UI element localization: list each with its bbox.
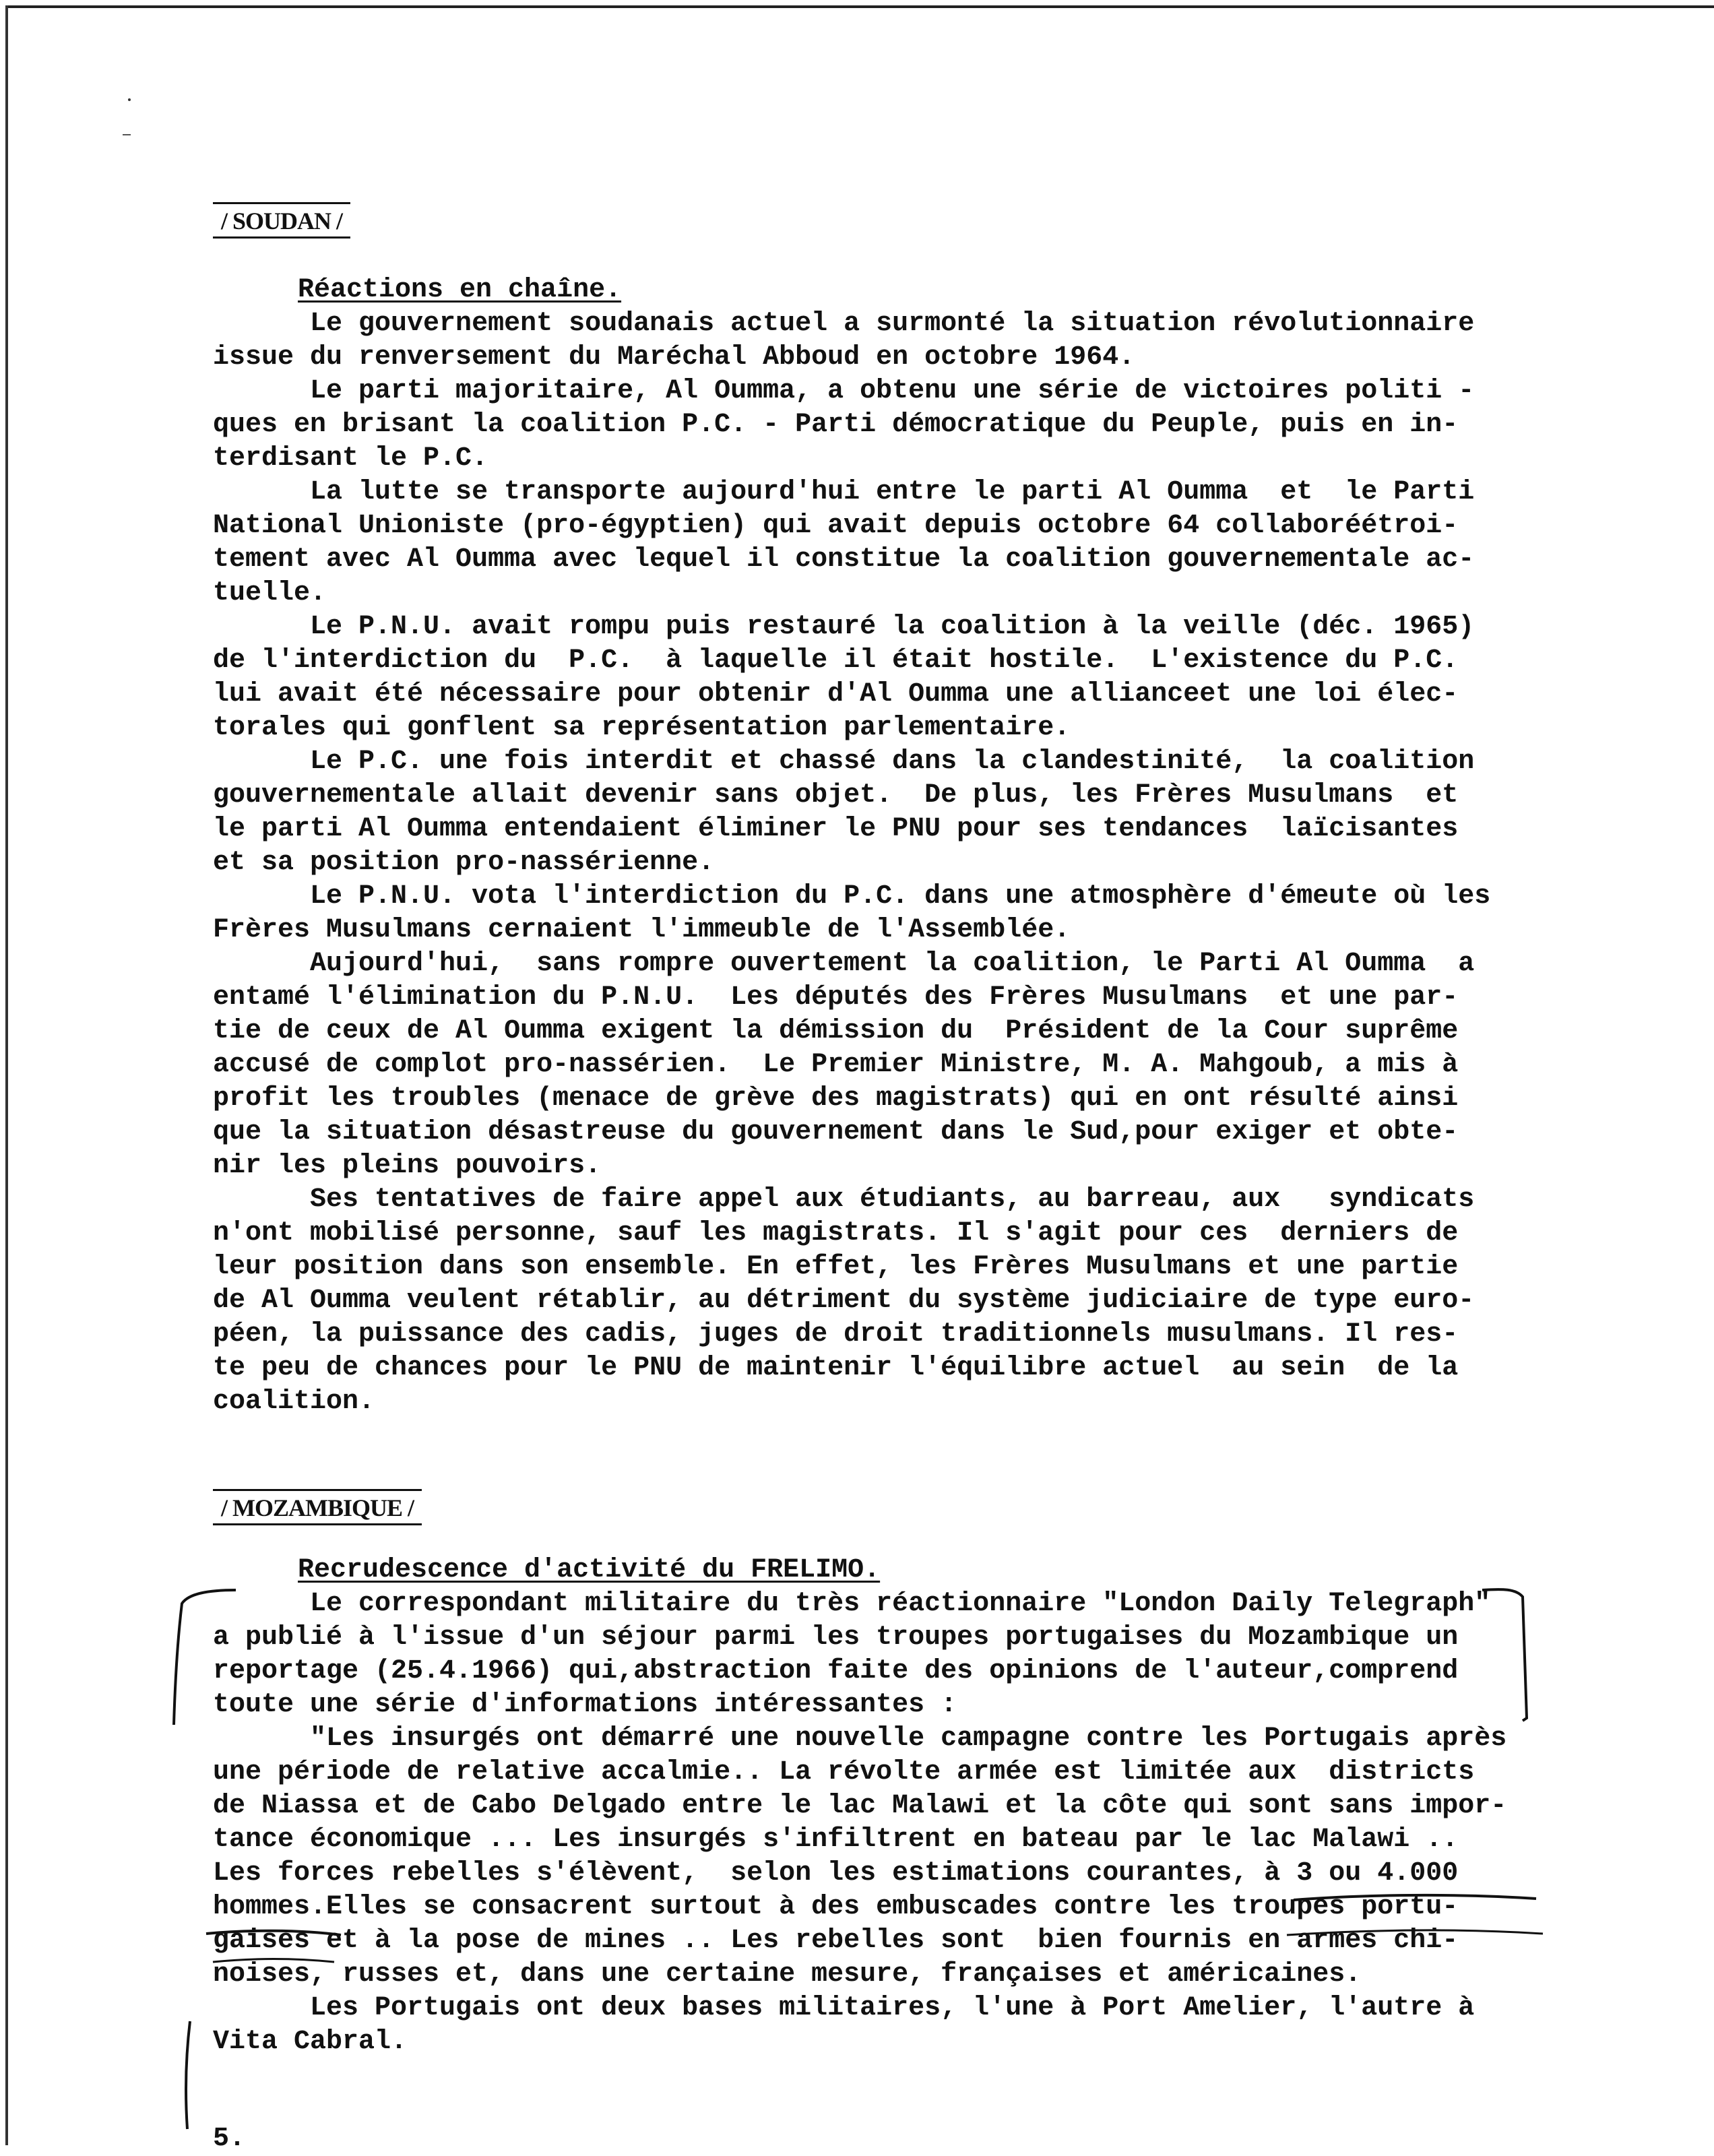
body-text-line: tance économique ... Les insurgés s'infiltrent en bateau par le lac Malawi .. xyxy=(213,1825,1459,1855)
body-text-line: entamé l'élimination du P.N.U. Les députés des Frères Musulmans et une par- xyxy=(213,982,1459,1013)
body-text-line: gaises et à la pose de mines .. Les rebelles sont bien fournis en armes chi- xyxy=(213,1926,1459,1956)
body-text-line: toute une série d'informations intéressantes : xyxy=(213,1690,957,1720)
body-text-line: Ses tentatives de faire appel aux étudiants, au barreau, aux syndicats xyxy=(213,1184,1475,1215)
body-text-line: péen, la puissance des cadis, juges de droit traditionnels musulmans. Il res- xyxy=(213,1319,1459,1350)
body-text-line: n'ont mobilisé personne, sauf les magistrats. Il s'agit pour ces derniers de xyxy=(213,1218,1459,1248)
body-text-line: La lutte se transporte aujourd'hui entre le parti Al Oumma et le Parti xyxy=(213,477,1475,507)
body-text-line: gouvernementale allait devenir sans objet. De plus, les Frères Musulmans et xyxy=(213,780,1459,811)
body-text-line: le parti Al Oumma entendaient éliminer le PNU pour ses tendances laïcisantes xyxy=(213,814,1459,844)
handwritten-underline-hommes xyxy=(199,1920,348,1967)
body-text-line: Aujourd'hui, sans rompre ouvertement la coalition, le Parti Al Oumma a xyxy=(213,949,1475,979)
handwritten-bracket-left-top xyxy=(162,1577,243,1738)
body-text-line: noises, russes et, dans une certaine mesure, françaises et américaines. xyxy=(213,1959,1362,1990)
page-border-top xyxy=(5,5,1714,8)
page-border-left xyxy=(5,5,8,2145)
body-text-line: une période de relative accalmie.. La révolte armée est limitée aux districts xyxy=(213,1757,1475,1787)
body-text-line: coalition. xyxy=(213,1387,375,1417)
body-text-line: Les forces rebelles s'élèvent, selon les estimations courantes, à 3 ou 4.000 xyxy=(213,1858,1459,1889)
body-text-line: Le P.C. une fois interdit et chassé dans la clandestinité, la coalition xyxy=(213,747,1475,777)
body-text-line: de Al Oumma veulent rétablir, au détriment du système judiciaire de type euro- xyxy=(213,1286,1475,1316)
body-text-line: de l'interdiction du P.C. à laquelle il était hostile. L'existence du P.C. xyxy=(213,645,1459,676)
stray-mark xyxy=(121,94,141,148)
handwritten-underline-numbers xyxy=(1280,1880,1550,1961)
page-number: 5. xyxy=(213,2124,246,2154)
body-text-line: Le correspondant militaire du très réactionnaire "London Daily Telegraph" xyxy=(213,1589,1491,1619)
body-text-line: te peu de chances pour le PNU de maintenir l'équilibre actuel au sein de la xyxy=(213,1353,1459,1383)
body-text-line: nir les pleins pouvoirs. xyxy=(213,1151,602,1181)
body-text-line: reportage (25.4.1966) qui,abstraction faite des opinions de l'auteur,comprend xyxy=(213,1656,1459,1686)
handwritten-bracket-right xyxy=(1475,1570,1536,1732)
body-text-line: Les Portugais ont deux bases militaires, l'une à Port Amelier, l'autre à xyxy=(213,1993,1475,2023)
section-subtitle-mozambique: Recrudescence d'activité du FRELIMO. xyxy=(298,1555,881,1585)
body-text-line: torales qui gonflent sa représentation parlementaire. xyxy=(213,713,1071,743)
handwritten-bracket-left-bottom xyxy=(177,2015,203,2136)
body-text-line: "Les insurgés ont démarré une nouvelle campagne contre les Portugais après xyxy=(213,1723,1507,1754)
body-text-line: hommes.Elles se consacrent surtout à des embuscades contre les troupes portu- xyxy=(213,1892,1459,1922)
section-body-soudan xyxy=(213,307,1520,1419)
body-text-line: leur position dans son ensemble. En effet, les Frères Musulmans et une partie xyxy=(213,1252,1459,1282)
body-text-line: National Unioniste (pro-égyptien) qui avait depuis octobre 64 collaboréétroi- xyxy=(213,511,1459,541)
body-text-line: issue du renversement du Maréchal Abboud en octobre 1964. xyxy=(213,342,1135,373)
body-text-line: Le parti majoritaire, Al Oumma, a obtenu une série de victoires politi - xyxy=(213,376,1475,406)
body-text-line: Frères Musulmans cernaient l'immeuble de l'Assemblée. xyxy=(213,915,1071,945)
body-text-line: Le P.N.U. vota l'interdiction du P.C. dans une atmosphère d'émeute où les xyxy=(213,881,1491,912)
section-subtitle-soudan: Réactions en chaîne. xyxy=(298,275,622,305)
body-text-line: tement avec Al Oumma avec lequel il constitue la coalition gouvernementale ac- xyxy=(213,544,1475,575)
body-text-line: Le P.N.U. avait rompu puis restauré la coalition à la veille (déc. 1965) xyxy=(213,612,1475,642)
body-text-line: tuelle. xyxy=(213,578,327,608)
body-text-line: de Niassa et de Cabo Delgado entre le lac Malawi et la côte qui sont sans impor- xyxy=(213,1791,1507,1821)
body-text-line: terdisant le P.C. xyxy=(213,443,488,474)
section-body-mozambique xyxy=(213,1587,1520,2059)
body-text-line: accusé de complot pro-nassérien. Le Premier Ministre, M. A. Mahgoub, a mis à xyxy=(213,1050,1459,1080)
body-text-line: que la situation désastreuse du gouvernement dans le Sud,pour exiger et obte- xyxy=(213,1117,1459,1147)
body-text-line: profit les troubles (menace de grève des magistrats) qui en ont résulté ainsi xyxy=(213,1083,1459,1114)
body-text-line: ques en brisant la coalition P.C. - Parti démocratique du Peuple, puis en in- xyxy=(213,410,1459,440)
body-text-line: et sa position pro-nassérienne. xyxy=(213,848,715,878)
body-text-line: lui avait été nécessaire pour obtenir d'Al Oumma une allianceet une loi élec- xyxy=(213,679,1459,709)
section-heading-mozambique: / MOZAMBIQUE / xyxy=(213,1489,422,1525)
body-text-line: tie de ceux de Al Oumma exigent la démission du Président de la Cour suprême xyxy=(213,1016,1459,1046)
body-text-line: a publié à l'issue d'un séjour parmi les troupes portugaises du Mozambique un xyxy=(213,1622,1459,1653)
body-text-line: Vita Cabral. xyxy=(213,2027,408,2057)
body-text-line: Le gouvernement soudanais actuel a surmonté la situation révolutionnaire xyxy=(213,309,1475,339)
section-heading-soudan: / SOUDAN / xyxy=(213,202,350,239)
